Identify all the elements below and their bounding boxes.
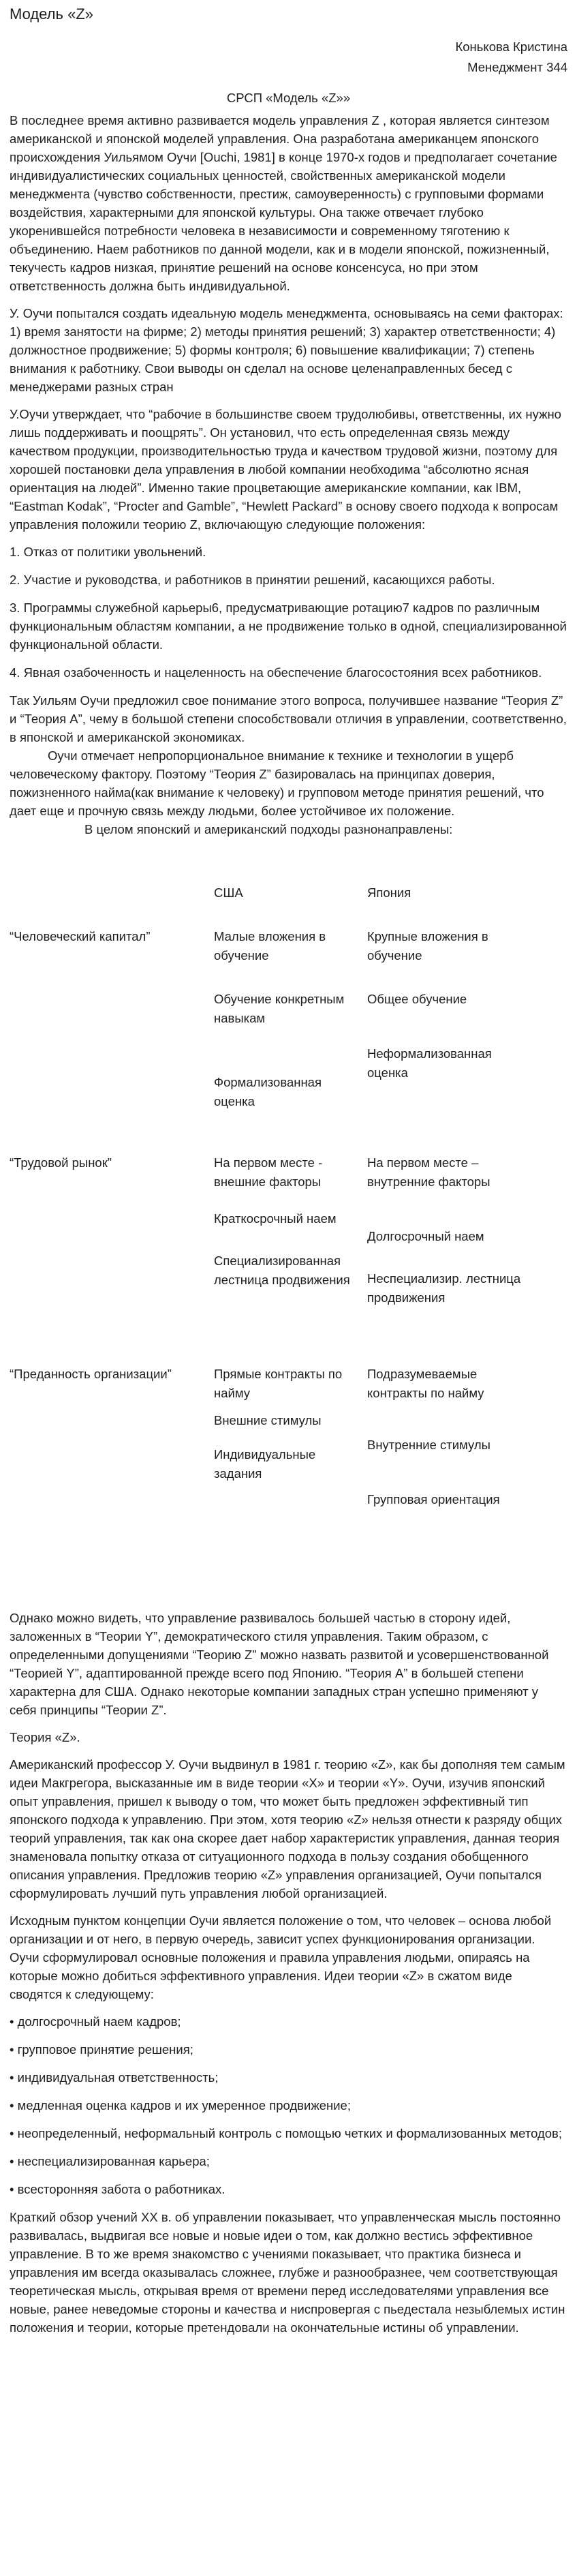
document-subtitle: СРСП «Модель «Z»» (226, 91, 351, 105)
author-name: Конькова Кристина (455, 40, 567, 54)
bullet-item: • всесторонняя забота о работниках. (10, 2182, 225, 2196)
table-cell: Прямые контракты по найму (214, 1367, 343, 1400)
table-cell: Неспециализир. лестница продвижения (367, 1271, 521, 1305)
list-item: 1. Отказ от политики увольнений. (10, 545, 206, 559)
student-group: Менеджмент 344 (467, 60, 567, 74)
bullet-item: • долгосрочный наем кадров; (10, 2014, 181, 2029)
paragraph-human-factor: Оучи отмечает непропорциональное внимание к технике и технологии в ущерб человеческому фактору. Поэтому “Теория Z” базировалась на принципах доверия, пожизненного найма(как внимание к человеку) и групповом методе принятия решений, что дает еще и прочную связь между людьми, более устойчивое их положение. (10, 748, 544, 818)
row-label-labor-market: “Трудовой рынок” (10, 1155, 112, 1170)
table-cell: Внешние стимулы (214, 1413, 322, 1427)
table-cell: Краткосрочный наем (214, 1211, 337, 1226)
paragraph-seven-factors: У. Оучи попытался создать идеальную модель менеджмента, основываясь на семи факторах: 1) время занятости на фирме; 2) методы принятия решений; 3) характер ответственности; 4) должностное продвижение; 5) формы контроля; 6) повышение квалификации; 7) степень внимания к работнику. Свои выводы он сделал на основе целенаправленных бесед с менеджерами разных стран (10, 306, 563, 394)
paragraph-concept-basis: Исходным пунктом концепции Оучи является положение о том, что человек – основа любой организации и от него, в первую очередь, зависит успех функционирования организации. Оучи сформулировал основные положения и правила управления людьми, опираясь на которые можно добиться эффективного управления. Идеи теории «Z» в сжатом виде сводятся к следующему: (10, 1913, 552, 2001)
document-title: Модель «Z» (10, 5, 93, 22)
table-cell: Подразумеваемые контракты по найму (367, 1367, 484, 1400)
row-label-organization-loyalty: “Преданность организации” (10, 1367, 172, 1381)
table-cell: Общее обучение (367, 992, 467, 1006)
table-cell: Крупные вложения в обучение (367, 929, 488, 963)
paragraph-conclusion: Краткий обзор учений XX в. об управлении показывает, что управленческая мысль постоянно развивалась, выдвигая все новые и новые идеи о том, как должно вестись эффективное управление. В то же время знакомство с учениями показывает, что практика бизнеса и управления им всегда оказывалась сложнее, глубже и разнообразнее, чем соответствующая теоретическая мысль, открывая время от времени перед исследователями управления все новые, ранее неведомые стороны и качества и ниспровергая с пьедестала незыблемых истин положения и теории, которые претендовали на окончательные истины об управлении. (10, 2210, 565, 2335)
comparison-table (10, 845, 567, 1609)
table-cell: Индивидуальные задания (214, 1447, 316, 1481)
bullet-item: • групповое принятие решения; (10, 2042, 193, 2057)
paragraph-ouchi-claims: У.Оучи утверждает, что “рабочие в большинстве своем трудолюбивы, ответственны, их нужно лишь поддерживать и поощрять”. Он установил, что есть определенная связь между качеством продукции, производительностью труда и качеством трудовой жизни, поэтому для хорошей постановки дела управления в любой компании необходима “абсолютно ясная ориентация на людей”. Именно такие процветающие американские компании, как IBM, “Eastman Kodak”, “Procter and Gamble”, “Hewlett Packard” в основу своего подхода к вопросам управления положили теорию Z, включающую следующие положения: (10, 407, 561, 532)
row-label-human-capital: “Человеческий капитал” (10, 929, 151, 943)
table-cell: Формализованная оценка (214, 1075, 322, 1108)
paragraph-theory-z-name: Так Уильям Оучи предложил свое понимание этого вопроса, получившее название “Теория Z” и “Теория А”, чему в большой степени способствовали отличия в управлении, соответственно, в японской и американской экономиках. (10, 693, 567, 744)
list-item: 2. Участие и руководства, и работников в принятии решений, касающихся работы. (10, 573, 495, 587)
bullet-item: • медленная оценка кадров и их умеренное продвижение; (10, 2098, 351, 2112)
list-item: 3. Программы служебной карьеры6, предусматривающие ротацию7 кадров по различным функциональным областям компании, а не продвижение только в одной, специализированной функциональной области. (10, 601, 567, 652)
bullet-item: • индивидуальная ответственность; (10, 2070, 219, 2085)
table-cell: Неформализованная оценка (367, 1046, 492, 1080)
table-cell: Специализированная лестница продвижения (214, 1254, 350, 1287)
list-item: 4. Явная озабоченность и нацеленность на обеспечение благосостояния всех работников. (10, 665, 542, 680)
bullet-item: • неспециализированная карьера; (10, 2154, 210, 2168)
table-cell: На первом месте – внутренние факторы (367, 1155, 490, 1189)
table-cell: На первом месте - внешние факторы (214, 1155, 323, 1189)
table-cell: Малые вложения в обучение (214, 929, 326, 963)
table-cell: Долгосрочный наем (367, 1229, 484, 1243)
table-cell: Групповая ориентация (367, 1492, 500, 1506)
column-header-japan: Япония (367, 885, 411, 900)
paragraph-intro: В последнее время активно развивается модель управления Z , которая является синтезом американской и японской моделей управления. Она разработана американцем японского происхождения Уильямом Оучи [Ouchi, 1981] в конце 1970-х годов и предполагает сочетание индивидуалистических социальных ценностей, свойственных американской модели менеджмента (чувство собственности, престиж, самоуверенность) с групповыми формами воздействия, характерными для японской культуры. Она также отвечает глубоко укоренившейся потребности человека в независимости и современному тяготению к объединению. Наем работников по данной модели, как и в модели японской, пожизненный, текучесть кадров низкая, принятие решений на основе консенсуса, но при этом ответственность должна быть индивидуальной. (10, 113, 557, 293)
paragraph-approaches: В целом японский и американский подходы разнонаправлены: (84, 822, 453, 836)
paragraph-ouchi-1981: Американский профессор У. Оучи выдвинул в 1981 г. теорию «Z», как бы дополняя тем самым идеи Макгрегора, высказанные им в виде теории «X» и теории «Y». Оучи, изучив японский опыт управления, пришел к выводу о том, что может быть предложен эффективный тип японского подхода к управлению. При этом, хотя теорию «Z» нельзя отнести к разряду общих теорий управления, так как она скорее дает набор характеристик управления, данная теория знаменовала попытку отказа от ситуационного подхода в пользу создания обобщенного описания управления. Предложив теорию «Z» управления организацией, Оучи попытался сформулировать лучший путь управления любой организацией. (10, 1757, 565, 1900)
section-heading-theory-z: Теория «Z». (10, 1730, 80, 1744)
table-cell: Обучение конкретным навыкам (214, 992, 345, 1025)
table-cell: Внутренние стимулы (367, 1438, 490, 1452)
bullet-item: • неопределенный, неформальный контроль с помощью четких и формализованных методов; (10, 2126, 563, 2140)
paragraph-theory-y: Однако можно видеть, что управление развивалось большей частью в сторону идей, заложенных в “Теории Y”, демократического стиля управления. Таким образом, с определенными допущениями “Теорию Z” можно назвать развитой и усовершенствованной “Теорией Y”, адаптированной прежде всего под Японию. “Теория А” в большей степени характерна для США. Однако некоторые компании западных стран успешно применяют у себя принципы “Теории Z”. (10, 1611, 549, 1717)
column-header-usa: США (214, 885, 243, 900)
